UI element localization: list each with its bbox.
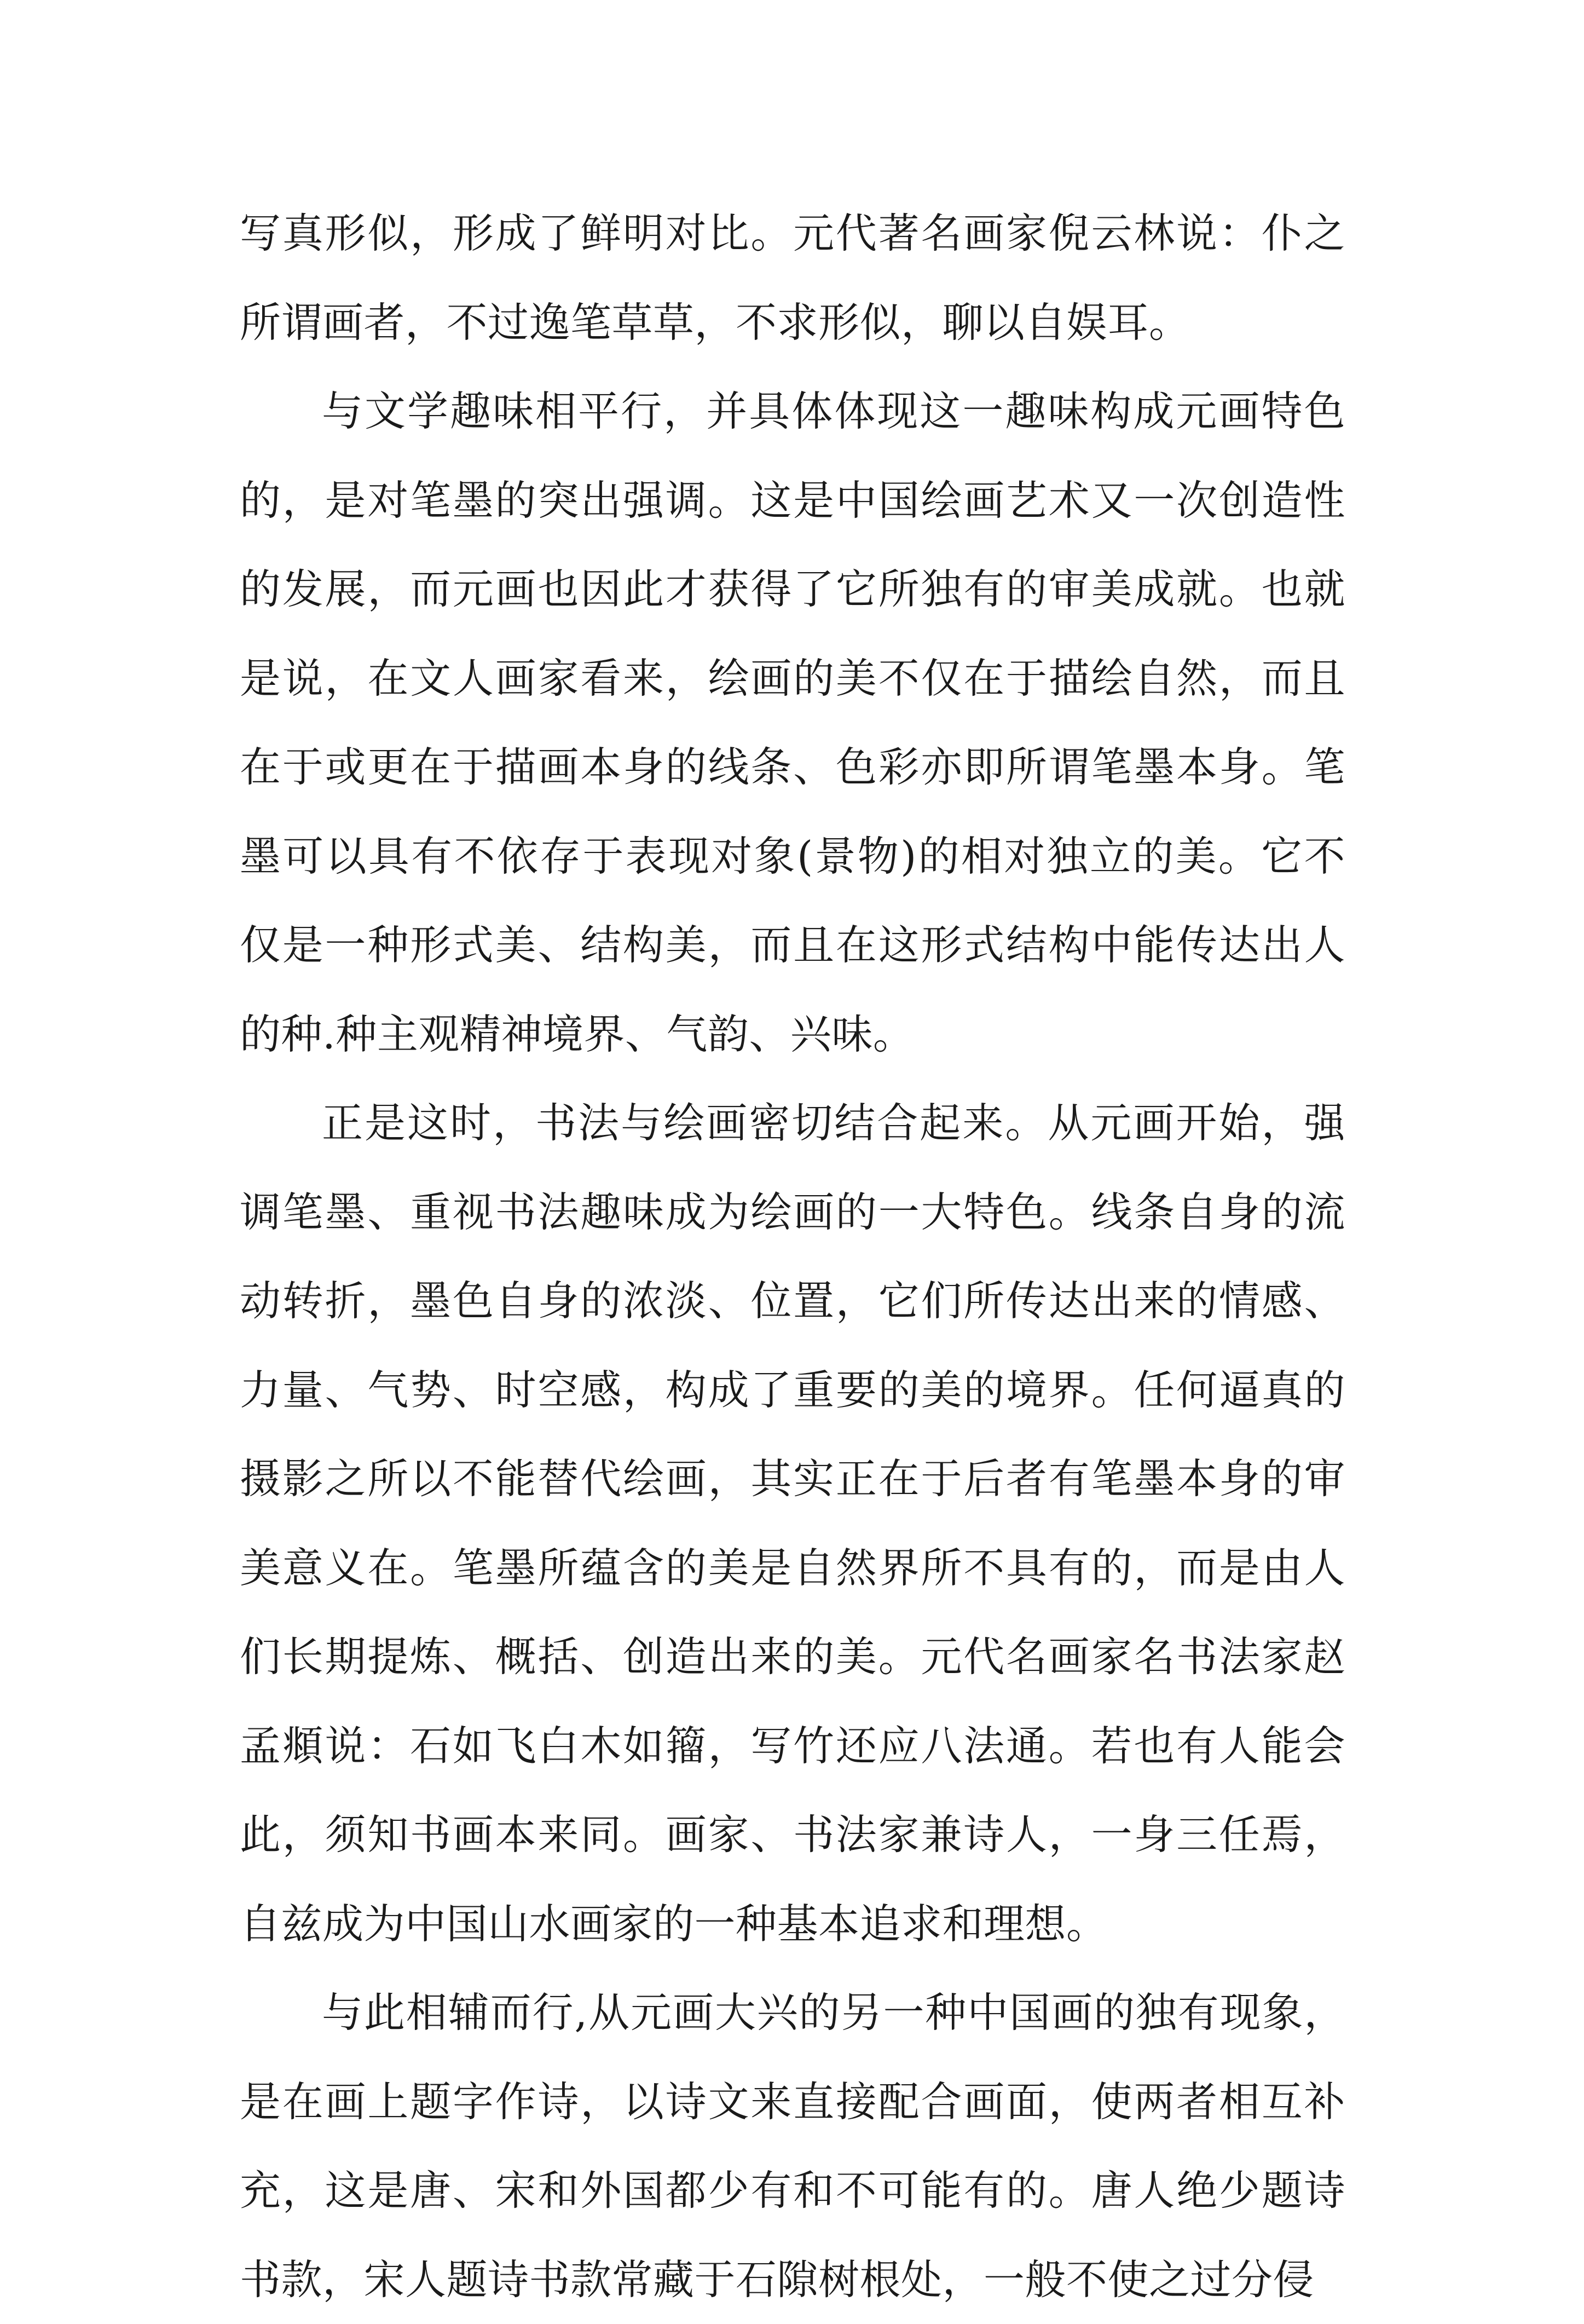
body-text: [240, 189, 1345, 2324]
paragraph-2: 与文学趣味相平行，并具体体现这一趣味构成元画特色的，是对笔墨的突出强调。这是中国绘画艺术又一次创造性的发展，而元画也因此才获得了它所独有的审美成就。也就是说，在文人画家看来，绘画的美不仅在于描绘自然，而且在于或更在于描画本身的线条、色彩亦即所谓笔墨本身。笔墨可以具有不依存于表现对象(景物)的相对独立的美。它不仅是一种形式美、结构美，而且在这形式结构中能传达出人的种.种主观精神境界、气韵、兴味。: [240, 387, 1345, 1058]
paragraph-3: 正是这时，书法与绘画密切结合起来。从元画开始，强调笔墨、重视书法趣味成为绘画的一大特色。线条自身的流动转折，墨色自身的浓淡、位置，它们所传达出来的情感、力量、气势、时空感，构成了重要的美的境界。任何逼真的摄影之所以不能替代绘画，其实正在于后者有笔墨本身的审美意义在。笔墨所蕴含的美是自然界所不具有的，而是由人们长期提炼、概括、创造出来的美。元代名画家名书法家赵孟頫说：石如飞白木如籀，写竹还应八法通。若也有人能会此，须知书画本来同。画家、书法家兼诗人，一身三任焉，自兹成为中国山水画家的一种基本追求和理想。: [240, 1099, 1345, 1948]
paragraph-4: 与此相辅而行,从元画大兴的另一种中国画的独有现象，是在画上题字作诗，以诗文来直接配合画面，使两者相互补充，这是唐、宋和外国都少有和不可能有的。唐人绝少题诗书款，宋人题诗书款常藏于石隙树根处，一般不使之过分侵: [240, 1988, 1345, 2304]
paragraph-1: 写真形似，形成了鲜明对比。元代著名画家倪云林说：仆之所谓画者，不过逸笔草草，不求形似，聊以自娱耳。: [240, 209, 1345, 347]
